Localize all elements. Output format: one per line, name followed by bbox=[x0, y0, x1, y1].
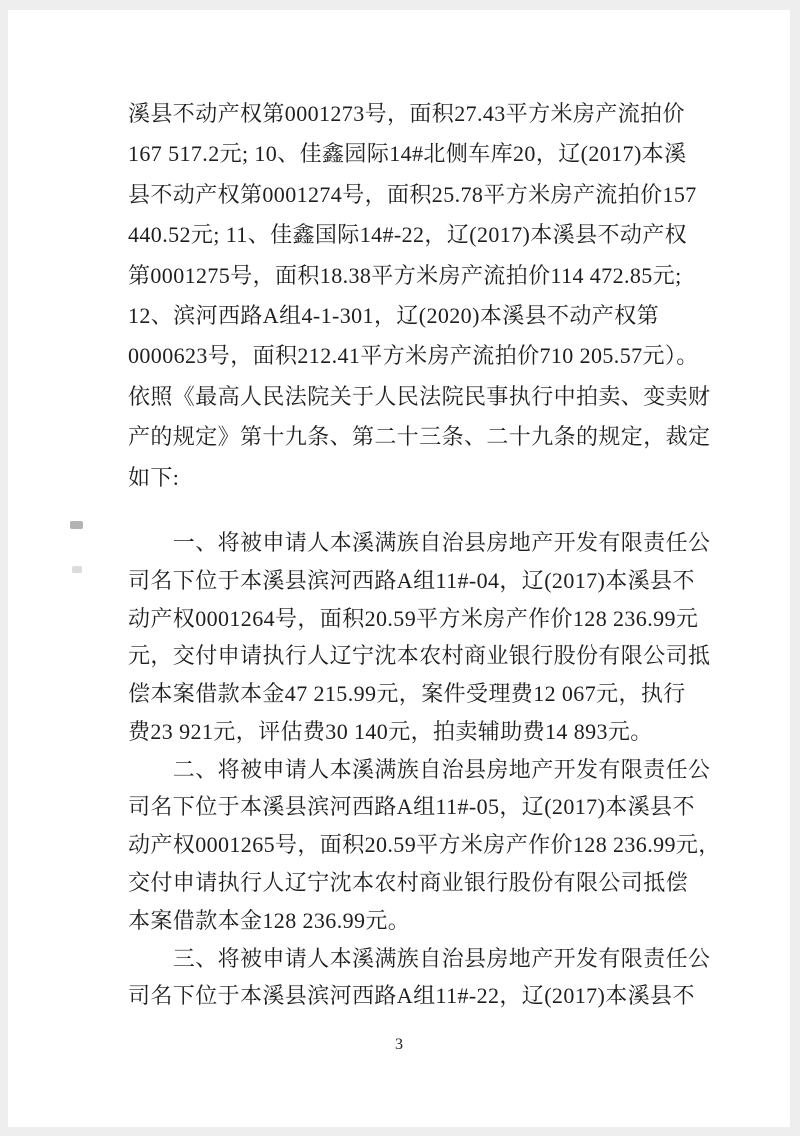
text-line-paragraph-3-start: 三、将被申请人本溪满族自治县房地产开发有限责任公 bbox=[128, 945, 711, 971]
scan-artifact-speck bbox=[72, 566, 82, 573]
text-line: 12、滨河西路A组4-1-301，辽(2020)本溪县不动产权第 bbox=[128, 302, 659, 328]
text-line: 产的规定》第十九条、第二十三条、二十九条的规定，裁定 bbox=[128, 424, 711, 450]
text-line: 0000623号，面积212.41平方米房产流拍价710 205.57元）。 bbox=[128, 343, 699, 369]
text-line: 440.52元; 11、佳鑫国际14#-22，辽(2017)本溪县不动产权 bbox=[128, 222, 688, 248]
text-line: 溪县不动产权第0001273号，面积27.43平方米房产流拍价 bbox=[128, 101, 685, 126]
text-line-paragraph-2-start: 二、将被申请人本溪满族自治县房地产开发有限责任公 bbox=[128, 756, 711, 782]
ruling-text-block bbox=[128, 94, 721, 1015]
text-line: 第0001275号，面积18.38平方米房产流拍价114 472.85元; bbox=[128, 262, 682, 288]
text-line: 司名下位于本溪县滨河西路A组11#-22，辽(2017)本溪县不 bbox=[128, 983, 695, 1009]
text-line-paragraph-1-start: 一、将被申请人本溪满族自治县房地产开发有限责任公 bbox=[128, 529, 711, 555]
text-line: 偿本案借款本金47 215.99元，案件受理费12 067元，执行 bbox=[128, 681, 686, 707]
text-line: 县不动产权第0001274号，面积25.78平方米房产流拍价157 bbox=[128, 181, 697, 207]
text-line: 司名下位于本溪县滨河西路A组11#-04，辽(2017)本溪县不 bbox=[128, 567, 695, 593]
text-line: 费23 921元，评估费30 140元，拍卖辅助费14 893元。 bbox=[128, 718, 653, 744]
page-number: 3 bbox=[395, 1036, 403, 1053]
text-line: 依照《最高人民法院关于人民法院民事执行中拍卖、变卖财 bbox=[128, 383, 711, 409]
text-line: 司名下位于本溪县滨河西路A组11#-05，辽(2017)本溪县不 bbox=[128, 794, 695, 820]
text-line: 元，交付申请执行人辽宁沈本农村商业银行股份有限公司抵 bbox=[128, 643, 711, 669]
text-line: 动产权0001264号，面积20.59平方米房产作价128 236.99元 bbox=[128, 605, 699, 631]
text-line: 如下: bbox=[128, 464, 180, 490]
text-line: 交付申请执行人辽宁沈本农村商业银行股份有限公司抵偿 bbox=[128, 870, 689, 896]
text-line: 167 517.2元; 10、佳鑫园际14#北侧车库20，辽(2017)本溪 bbox=[128, 141, 687, 167]
text-line: 本案借款本金128 236.99元。 bbox=[128, 907, 411, 933]
scan-artifact-speck bbox=[70, 521, 83, 529]
document-page bbox=[8, 10, 790, 1127]
text-line: 动产权0001265号，面积20.59平方米房产作价128 236.99元， bbox=[128, 832, 721, 858]
